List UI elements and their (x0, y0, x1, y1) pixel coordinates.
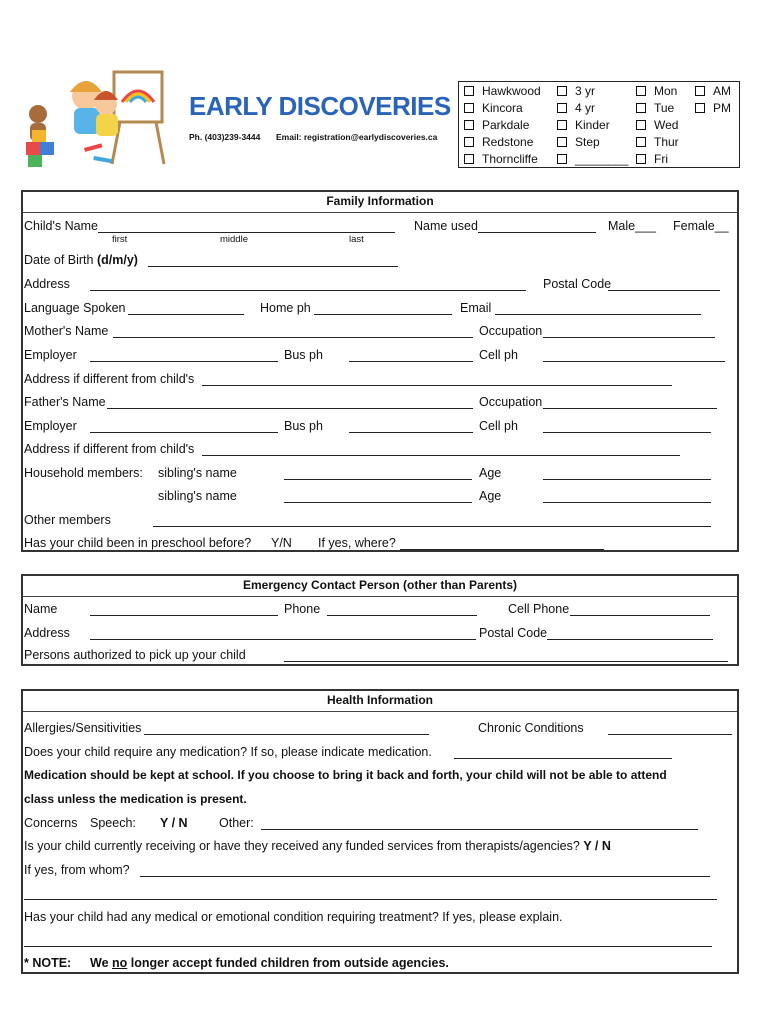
preschool-where-field[interactable] (400, 549, 604, 550)
section-heading: Health Information (23, 691, 737, 712)
sibling-age-field[interactable] (543, 502, 711, 503)
father-occupation-field[interactable] (543, 408, 717, 409)
location-option[interactable]: Thorncliffe (464, 151, 538, 167)
checkbox-icon[interactable] (557, 120, 567, 130)
program-option[interactable]: 4 yr (557, 100, 595, 116)
funded-services-question (24, 839, 611, 853)
checkbox-icon[interactable] (557, 86, 567, 96)
from-whom-label: If yes, from whom? (24, 863, 130, 877)
from-whom-field-line-2[interactable] (24, 899, 717, 900)
address-field[interactable] (90, 290, 526, 291)
medication-note-line-1: Medication should be kept at school. If you choose to bring it back and forth, your child will not be able to attend (24, 768, 667, 782)
postal-code-field[interactable] (608, 290, 720, 291)
male-option[interactable]: Male___ (608, 219, 656, 233)
logo-illustration (24, 68, 174, 168)
father-cell-phone-label: Cell ph (479, 419, 518, 433)
other-concerns-label: Other: (219, 816, 254, 830)
authorized-pickup-label: Persons authorized to pick up your child (24, 648, 246, 662)
mother-cell-phone-field[interactable] (543, 361, 725, 362)
checkbox-icon[interactable] (464, 120, 474, 130)
language-label: Language Spoken (24, 301, 126, 315)
day-option[interactable]: Tue (636, 100, 674, 116)
note-post: longer accept funded children from outside agencies. (127, 956, 449, 970)
father-employer-field[interactable] (90, 432, 278, 433)
funded-services-text: Is your child currently receiving or have they received any funded services from therapists/agencies? (24, 839, 580, 853)
note-text (90, 956, 449, 970)
father-bus-phone-label: Bus ph (284, 419, 323, 433)
checkbox-icon[interactable] (464, 86, 474, 96)
mother-occupation-field[interactable] (543, 337, 715, 338)
concerns-label: Concerns (24, 816, 78, 830)
dob-label (24, 253, 138, 267)
sibling-name-label: sibling's name (158, 466, 237, 480)
emergency-phone-field[interactable] (327, 615, 477, 616)
session-option[interactable]: PM (695, 100, 731, 116)
mother-cell-phone-label: Cell ph (479, 348, 518, 362)
emergency-postal-label: Postal Code (479, 626, 548, 640)
location-option[interactable]: Hawkwood (464, 83, 541, 99)
location-option[interactable]: Redstone (464, 134, 533, 150)
mother-occupation-label: Occupation (479, 324, 543, 338)
email-label: Email (460, 301, 492, 315)
father-occupation-label: Occupation (479, 395, 543, 409)
first-name-hint: first (112, 234, 128, 245)
speech-yn[interactable]: Y / N (160, 816, 188, 830)
mother-address-field[interactable] (202, 385, 672, 386)
section-heading: Emergency Contact Person (other than Parents) (23, 576, 737, 597)
father-address-field[interactable] (202, 455, 680, 456)
funded-services-yn[interactable]: Y / N (583, 839, 611, 853)
family-information-section (21, 190, 739, 552)
childs-name-label: Child's Name (24, 219, 98, 233)
checkbox-icon[interactable] (464, 137, 474, 147)
emergency-postal-field[interactable] (547, 639, 713, 640)
chronic-conditions-label: Chronic Conditions (478, 721, 584, 735)
sibling-name-field[interactable] (284, 502, 472, 503)
female-option[interactable]: Female__ (673, 219, 729, 233)
mother-bus-phone-field[interactable] (349, 361, 473, 362)
fathers-name-label: Father's Name (24, 395, 106, 409)
program-option[interactable]: Kinder (557, 117, 610, 133)
middle-name-hint: middle (220, 234, 248, 245)
program-option[interactable]: ________ (557, 151, 628, 167)
allergies-label: Allergies/Sensitivities (24, 721, 142, 735)
checkbox-icon[interactable] (636, 154, 646, 164)
note-label: * NOTE: (24, 956, 72, 970)
mothers-name-field[interactable] (113, 337, 473, 338)
emergency-cell-field[interactable] (570, 615, 710, 616)
checkbox-icon[interactable] (557, 137, 567, 147)
mother-address-label: Address if different from child's (24, 372, 195, 386)
home-phone-label: Home ph (260, 301, 311, 315)
language-field[interactable] (128, 314, 244, 315)
note-no: no (112, 956, 128, 970)
checkbox-icon[interactable] (464, 103, 474, 113)
location-option[interactable]: Parkdale (464, 117, 529, 133)
sibling-age-label: Age (479, 489, 502, 503)
emergency-name-label: Name (24, 602, 58, 616)
father-address-label: Address if different from child's (24, 442, 195, 456)
emergency-phone-label: Phone (284, 602, 321, 616)
program-option[interactable]: 3 yr (557, 83, 595, 99)
emergency-cell-label: Cell Phone (508, 602, 570, 616)
home-phone-field[interactable] (314, 314, 452, 315)
program-option[interactable]: Step (557, 134, 600, 150)
medical-condition-question: Has your child had any medical or emotional condition requiring treatment? If yes, please explain. (24, 910, 563, 924)
authorized-pickup-field[interactable] (284, 661, 728, 662)
preschool-yn[interactable]: Y/N (271, 536, 292, 550)
section-heading: Family Information (23, 192, 737, 213)
postal-code-label: Postal Code (543, 277, 612, 291)
checkbox-icon[interactable] (557, 154, 567, 164)
dob-text: Date of Birth (24, 253, 94, 267)
checkbox-icon[interactable] (636, 137, 646, 147)
mother-employer-field[interactable] (90, 361, 278, 362)
day-option[interactable]: Mon (636, 83, 677, 99)
father-cell-phone-field[interactable] (543, 432, 711, 433)
sibling-age-field[interactable] (543, 479, 711, 480)
name-used-field[interactable] (478, 232, 596, 233)
medication-question: Does your child require any medication? If so, please indicate medication. (24, 745, 432, 759)
fathers-name-field[interactable] (107, 408, 473, 409)
chronic-conditions-field[interactable] (608, 734, 732, 735)
sibling-name-label: sibling's name (158, 489, 237, 503)
day-option[interactable]: Fri (636, 151, 668, 167)
mothers-name-label: Mother's Name (24, 324, 109, 338)
checkbox-icon[interactable] (636, 86, 646, 96)
checkbox-icon[interactable] (636, 120, 646, 130)
school-email: Email: registration@earlydiscoveries.ca (276, 132, 438, 142)
day-option[interactable]: Wed (636, 117, 678, 133)
household-members-label: Household members: (24, 466, 143, 480)
day-option[interactable]: Thur (636, 134, 679, 150)
emergency-name-field[interactable] (90, 615, 278, 616)
mother-employer-label: Employer (24, 348, 77, 362)
session-option[interactable]: AM (695, 83, 731, 99)
other-members-field[interactable] (153, 526, 711, 527)
other-concerns-field[interactable] (261, 829, 698, 830)
checkbox-icon[interactable] (557, 103, 567, 113)
preschool-where-label: If yes, where? (318, 536, 396, 550)
speech-label: Speech: (90, 816, 136, 830)
checkbox-icon[interactable] (695, 103, 705, 113)
name-used-label: Name used (414, 219, 478, 233)
other-members-label: Other members (24, 513, 111, 527)
emergency-address-label: Address (24, 626, 70, 640)
preschool-question: Has your child been in preschool before? (24, 536, 252, 550)
medication-field[interactable] (454, 758, 672, 759)
address-label: Address (24, 277, 70, 291)
father-bus-phone-field[interactable] (349, 432, 473, 433)
medical-condition-field[interactable] (24, 946, 712, 947)
checkbox-icon[interactable] (464, 154, 474, 164)
note-pre: We (90, 956, 112, 970)
emergency-address-field[interactable] (90, 639, 476, 640)
from-whom-field[interactable] (140, 876, 710, 877)
father-employer-label: Employer (24, 419, 77, 433)
childs-name-field[interactable] (98, 232, 395, 233)
checkbox-icon[interactable] (636, 103, 646, 113)
email-field[interactable] (495, 314, 701, 315)
sibling-name-field[interactable] (284, 479, 472, 480)
checkbox-icon[interactable] (695, 86, 705, 96)
dob-format: (d/m/y) (96, 253, 138, 267)
medication-note-line-2: class unless the medication is present. (24, 792, 247, 806)
mother-bus-phone-label: Bus ph (284, 348, 323, 362)
last-name-hint: last (349, 234, 364, 245)
school-title: EARLY DISCOVERIES (189, 91, 451, 121)
school-phone: Ph. (403)239-3444 (189, 132, 261, 142)
dob-field[interactable] (148, 266, 398, 267)
sibling-age-label: Age (479, 466, 502, 480)
allergies-field[interactable] (144, 734, 429, 735)
location-option[interactable]: Kincora (464, 100, 523, 116)
